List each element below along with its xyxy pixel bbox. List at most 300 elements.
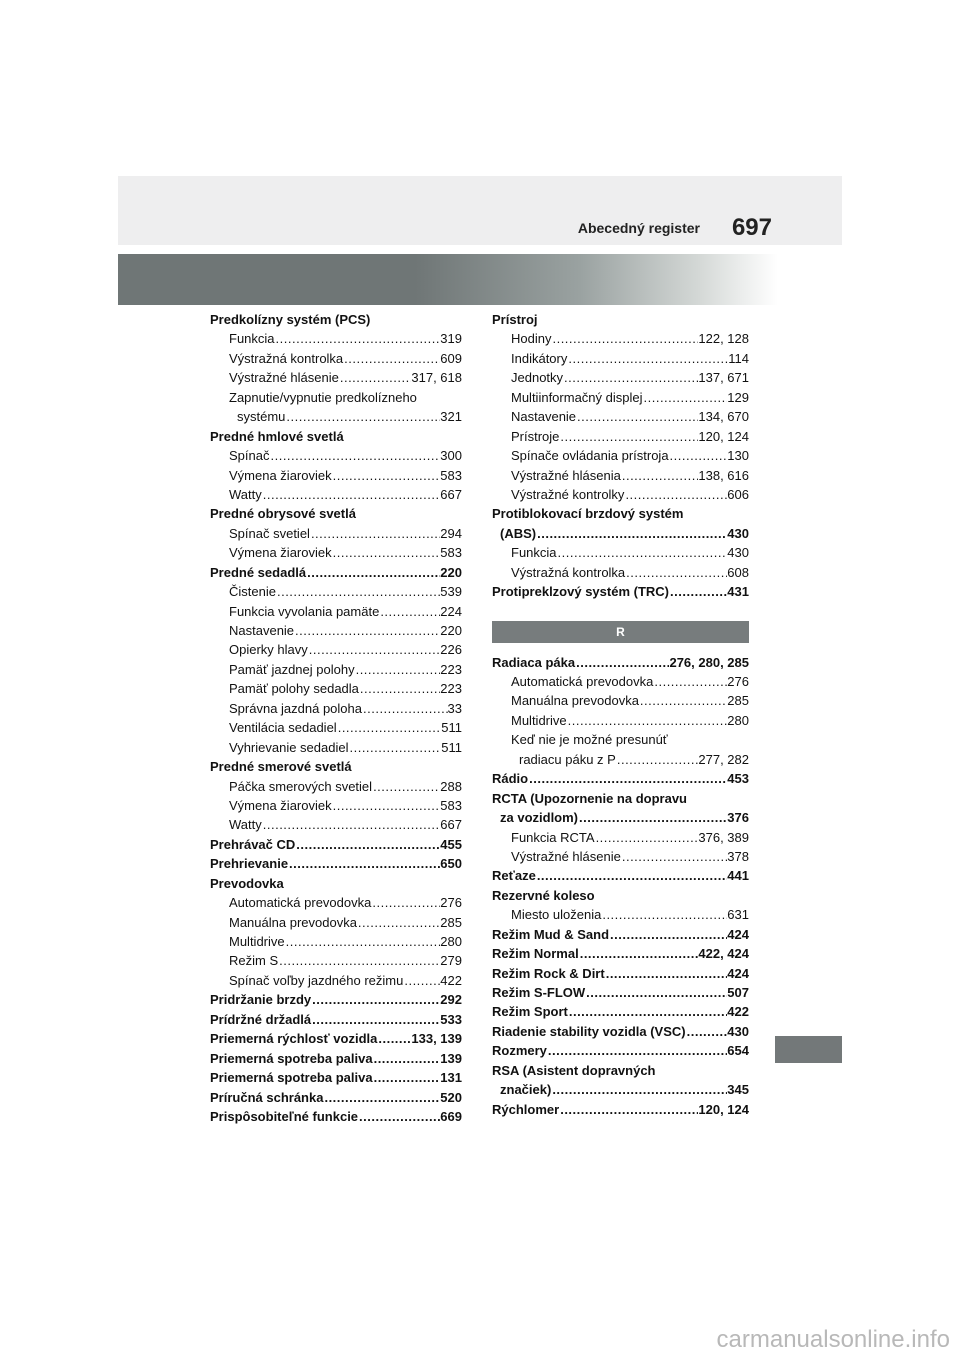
dot-leader: [262, 815, 441, 834]
entry-term: Indikátory: [511, 350, 568, 366]
index-entry: [210, 504, 462, 523]
index-entry: [210, 582, 462, 601]
entry-term: Prídržné držadlá: [210, 1011, 312, 1027]
dot-leader: [357, 913, 440, 932]
entry-term: Prehrievanie: [210, 856, 289, 872]
entry-term: Výmena žiaroviek: [229, 797, 332, 813]
index-entry: [492, 329, 749, 348]
entry-term: Pamäť jazdnej polohy: [229, 661, 355, 677]
dot-leader: [559, 1100, 698, 1119]
entry-pages: 285: [727, 693, 749, 709]
entry-pages: 139: [440, 1050, 462, 1066]
entry-term: Výstražná kontrolka: [229, 350, 344, 366]
entry-term: Multidrive: [229, 934, 285, 949]
dot-leader: [686, 1022, 728, 1041]
entry-term: Watty: [229, 486, 262, 502]
entry-term: Jednotky: [511, 370, 564, 386]
dot-leader: [262, 485, 441, 504]
entry-term: Rádio: [492, 771, 529, 787]
dot-leader: [536, 524, 727, 543]
index-entry: [210, 427, 462, 446]
entry-pages: 226: [440, 642, 462, 658]
entry-term: Režim Sport: [492, 1004, 568, 1020]
index-entry: [492, 310, 749, 329]
entry-pages: 453: [727, 771, 749, 787]
dot-leader: [669, 582, 727, 601]
entry-pages: 223: [440, 661, 462, 677]
index-entry: [492, 808, 749, 827]
index-group-r: [492, 653, 749, 1120]
index-entry: [210, 349, 462, 368]
index-entry: [210, 543, 462, 562]
index-column-left: [210, 310, 462, 1126]
entry-term: Reťaze: [492, 868, 536, 884]
index-entry: [210, 466, 462, 485]
index-entry: [210, 699, 462, 718]
index-entry: [210, 310, 462, 329]
entry-pages: 583: [440, 545, 462, 561]
entry-term: Výstražné kontrolky: [511, 486, 625, 502]
entry-pages: 276: [440, 895, 462, 911]
dot-leader: [285, 932, 441, 951]
index-entry: [492, 789, 749, 808]
dot-leader: [308, 640, 441, 659]
entry-pages: 455: [440, 836, 462, 852]
entry-term: Rýchlomer: [492, 1101, 560, 1117]
entry-pages: 130: [727, 448, 749, 464]
index-entry: [492, 1002, 749, 1021]
dot-leader: [575, 653, 669, 672]
dot-leader: [276, 582, 440, 601]
entry-term: Keď nie je možné presunúť: [511, 732, 668, 748]
entry-term: Režim S: [229, 953, 279, 969]
entry-pages: 376: [727, 810, 749, 826]
entry-term: RCTA (Upozornenie na dopravu: [492, 790, 687, 806]
entry-term: Výstražná kontrolka: [511, 564, 626, 580]
entry-pages: 424: [727, 926, 749, 942]
dot-leader: [653, 672, 727, 691]
entry-term: Režim Normal: [492, 946, 579, 962]
dot-leader: [557, 543, 728, 562]
index-entry: [210, 524, 462, 543]
dot-leader: [332, 543, 441, 562]
index-entry: [492, 582, 749, 601]
entry-pages: 317, 618: [411, 370, 462, 386]
entry-term: Spínač voľby jazdného režimu: [229, 972, 404, 988]
watermark: carmanualsonline.info: [716, 1326, 950, 1353]
entry-pages: 422: [727, 1004, 749, 1020]
index-entry: [210, 1107, 462, 1126]
entry-term: za vozidlom): [500, 810, 579, 826]
dot-leader: [371, 893, 440, 912]
index-entry: [210, 407, 462, 426]
entry-pages: 583: [440, 467, 462, 483]
index-entry: [210, 1010, 462, 1029]
entry-pages: 285: [440, 914, 462, 930]
index-entry: [492, 1100, 749, 1119]
entry-term: Multiinformačný displej: [511, 389, 643, 405]
entry-term: Automatická prevodovka: [229, 895, 372, 911]
dot-leader: [595, 828, 699, 847]
dot-leader: [403, 971, 440, 990]
index-entry: [492, 886, 749, 905]
entry-pages: 277, 282: [698, 751, 749, 767]
entry-pages: 129: [727, 389, 749, 405]
index-entry: [492, 983, 749, 1002]
entry-pages: 122, 128: [698, 331, 749, 347]
dot-leader: [372, 777, 440, 796]
dot-leader: [339, 368, 412, 387]
index-entry: [210, 990, 462, 1009]
dot-leader: [559, 427, 698, 446]
entry-pages: 276, 280, 285: [669, 654, 749, 670]
index-entry: [210, 602, 462, 621]
entry-pages: 300: [440, 448, 462, 464]
index-entry: [492, 1022, 749, 1041]
entry-pages: 422: [440, 972, 462, 988]
index-entry: [210, 971, 462, 990]
dot-leader: [295, 835, 440, 854]
dot-leader: [359, 679, 440, 698]
entry-pages: 376, 389: [698, 829, 749, 845]
entry-term: Protipreklzový systém (TRC): [492, 584, 669, 600]
index-entry: [210, 835, 462, 854]
index-entry: [210, 738, 462, 757]
dot-leader: [278, 951, 440, 970]
dot-leader: [379, 602, 440, 621]
dot-leader: [528, 769, 727, 788]
dot-leader: [567, 349, 728, 368]
entry-pages: 288: [440, 778, 462, 794]
entry-term: Priemerná spotreba paliva: [210, 1050, 373, 1066]
index-entry: [210, 1088, 462, 1107]
index-entry: [210, 951, 462, 970]
entry-term: Čistenie: [229, 584, 276, 600]
dot-leader: [616, 750, 699, 769]
dot-leader: [567, 711, 728, 730]
entry-term: Režim Rock & Dirt: [492, 965, 605, 981]
index-entry: [210, 815, 462, 834]
chapter-tab: [775, 1036, 842, 1063]
dot-leader: [585, 983, 727, 1002]
index-entry: [492, 446, 749, 465]
entry-term: systému: [237, 409, 286, 425]
entry-pages: 631: [727, 907, 749, 923]
index-entry: [210, 485, 462, 504]
entry-pages: 608: [727, 564, 749, 580]
dot-leader: [343, 349, 440, 368]
dot-leader: [373, 1049, 441, 1068]
entry-term: Miesto uloženia: [511, 907, 602, 923]
index-entry: [492, 466, 749, 485]
entry-term: Protiblokovací brzdový systém: [492, 506, 684, 522]
entry-term: RSA (Asistent dopravných: [492, 1062, 656, 1078]
index-entry: [492, 925, 749, 944]
dot-leader: [601, 905, 727, 924]
entry-term: Manuálna prevodovka: [229, 914, 357, 930]
index-entry: [210, 640, 462, 659]
dot-leader: [578, 808, 727, 827]
index-entry: [492, 485, 749, 504]
entry-pages: 321: [440, 409, 462, 425]
entry-term: Priemerná rýchlosť vozidla: [210, 1031, 378, 1047]
dot-leader: [639, 691, 727, 710]
index-entry: [492, 349, 749, 368]
entry-term: Spínač svetiel: [229, 525, 310, 541]
dot-leader: [551, 329, 698, 348]
entry-term: Multidrive: [511, 712, 567, 728]
index-entry: [210, 874, 462, 893]
dot-leader: [332, 796, 441, 815]
index-entry: [210, 1029, 462, 1048]
index-entry: [210, 932, 462, 951]
entry-pages: 114: [728, 350, 749, 366]
entry-term: Príručná schránka: [210, 1089, 324, 1105]
dot-leader: [536, 866, 727, 885]
entry-pages: 606: [727, 486, 749, 502]
index-entry: [210, 329, 462, 348]
dot-leader: [576, 407, 698, 426]
index-entry: [492, 524, 749, 543]
entry-term: Funkcia: [511, 545, 557, 561]
entry-pages: 319: [440, 331, 462, 347]
entry-term: Funkcia RCTA: [511, 829, 595, 845]
entry-term: Riadenie stability vozidla (VSC): [492, 1023, 686, 1039]
index-entry: [492, 944, 749, 963]
dot-leader: [294, 621, 440, 640]
entry-pages: 669: [440, 1108, 462, 1124]
dot-leader: [643, 388, 728, 407]
index-entry: [492, 711, 749, 730]
page-number: 697: [731, 214, 772, 241]
dot-leader: [311, 990, 440, 1009]
entry-pages: 280: [440, 934, 462, 949]
index-entry: [210, 796, 462, 815]
entry-term: Rozmery: [492, 1043, 547, 1059]
entry-term: Prispôsobiteľné funkcie: [210, 1108, 359, 1124]
entry-term: Manuálna prevodovka: [511, 693, 639, 709]
dot-leader: [358, 1107, 440, 1126]
entry-pages: 430: [727, 545, 749, 561]
dot-leader: [348, 738, 441, 757]
index-entry: [492, 388, 749, 407]
entry-term: Režim Mud & Sand: [492, 926, 610, 942]
dot-leader: [605, 964, 728, 983]
dot-leader: [323, 1088, 440, 1107]
entry-pages: 134, 670: [698, 409, 749, 425]
index-entry: [210, 679, 462, 698]
entry-pages: 378: [727, 848, 749, 864]
entry-term: Výmena žiaroviek: [229, 545, 332, 561]
dot-leader: [288, 854, 440, 873]
index-entry: [492, 563, 749, 582]
entry-pages: 539: [440, 584, 462, 600]
dot-leader: [621, 847, 727, 866]
index-entry: [210, 913, 462, 932]
entry-term: Watty: [229, 817, 262, 833]
entry-term: Výstražné hlásenie: [229, 370, 339, 386]
entry-pages: 441: [727, 868, 749, 884]
dot-leader: [311, 1010, 440, 1029]
entry-pages: 120, 124: [698, 428, 749, 444]
entry-term: Predné obrysové svetlá: [210, 506, 356, 522]
index-entry: [492, 1061, 749, 1080]
entry-term: Ventilácia sedadiel: [229, 720, 337, 736]
dot-leader: [579, 944, 699, 963]
section-gap: [492, 602, 749, 621]
entry-term: radiacu páku z P: [519, 751, 616, 767]
entry-pages: 430: [727, 1023, 749, 1039]
entry-term: Spínač: [229, 448, 270, 464]
dot-leader: [377, 1029, 411, 1048]
entry-term: Funkcia vyvolania pamäte: [229, 603, 380, 619]
entry-term: Výstražné hlásenie: [511, 848, 621, 864]
dot-leader: [306, 563, 440, 582]
entry-term: Nastavenie: [511, 409, 577, 425]
index-entry: [210, 757, 462, 776]
entry-pages: 276: [727, 674, 749, 689]
section-title: Abecedný register: [577, 220, 700, 236]
index-entry: [210, 446, 462, 465]
entry-pages: 131: [440, 1070, 462, 1086]
dot-leader: [285, 407, 440, 426]
dot-leader: [355, 660, 441, 679]
entry-term: Výmena žiaroviek: [229, 467, 332, 483]
entry-term: (ABS): [500, 525, 537, 541]
entry-pages: 422, 424: [698, 946, 749, 962]
entry-pages: 520: [440, 1089, 462, 1105]
entry-pages: 133, 139: [411, 1031, 462, 1047]
entry-term: Vyhrievanie sedadiel: [229, 739, 349, 755]
entry-term: Prístroj: [492, 312, 538, 327]
index-entry: [492, 1080, 749, 1099]
entry-pages: 654: [727, 1043, 749, 1059]
entry-pages: 224: [440, 603, 462, 619]
entry-pages: 137, 671: [698, 370, 749, 386]
index-entry: [492, 847, 749, 866]
entry-term: Správna jazdná poloha: [229, 700, 362, 716]
entry-term: Prevodovka: [210, 875, 284, 891]
entry-pages: 345: [727, 1082, 749, 1098]
index-entry: [210, 1049, 462, 1068]
entry-term: Radiaca páka: [492, 654, 576, 670]
entry-pages: 511: [441, 720, 462, 736]
dot-leader: [269, 446, 440, 465]
index-entry: [210, 563, 462, 582]
dot-leader: [621, 466, 699, 485]
index-entry: [210, 388, 462, 407]
index-entry: [492, 828, 749, 847]
dot-leader: [547, 1041, 727, 1060]
index-entry: [210, 1068, 462, 1087]
entry-pages: 294: [440, 525, 462, 541]
entry-pages: 280: [727, 712, 749, 728]
entry-term: Hodiny: [511, 331, 552, 347]
dot-leader: [337, 718, 442, 737]
entry-pages: 220: [440, 623, 462, 638]
entry-pages: 292: [440, 992, 462, 1008]
entry-term: Rezervné koleso: [492, 887, 595, 903]
entry-pages: 430: [727, 525, 749, 541]
index-entry: [210, 718, 462, 737]
dot-leader: [669, 446, 728, 465]
index-entry: [492, 368, 749, 387]
entry-pages: 667: [440, 486, 462, 502]
index-entry: [492, 964, 749, 983]
index-entry: [492, 504, 749, 523]
entry-pages: 279: [440, 953, 462, 969]
index-column-right: [492, 310, 749, 1119]
entry-term: Priemerná spotreba paliva: [210, 1070, 373, 1086]
entry-pages: 223: [440, 681, 462, 697]
index-entry: [492, 427, 749, 446]
dot-leader: [362, 699, 448, 718]
entry-term: Predné smerové svetlá: [210, 759, 352, 775]
entry-term: Režim S-FLOW: [492, 985, 586, 1000]
index-entry: [492, 866, 749, 885]
index-entry: [210, 777, 462, 796]
dot-leader: [373, 1068, 441, 1087]
index-group-p: [492, 310, 749, 602]
dot-leader: [624, 485, 727, 504]
section-header-r: R: [492, 621, 749, 643]
index-entry: [492, 407, 749, 426]
entry-pages: 120, 124: [698, 1101, 749, 1117]
entry-term: značiek): [500, 1082, 552, 1098]
entry-term: Výstražné hlásenia: [511, 467, 621, 483]
index-entry: [210, 893, 462, 912]
entry-pages: 650: [440, 856, 462, 872]
entry-term: Automatická prevodovka: [511, 674, 654, 689]
entry-term: Predné hmlové svetlá: [210, 428, 344, 444]
index-entry: [492, 672, 749, 691]
index-entry: [210, 368, 462, 387]
index-entry: [492, 730, 749, 749]
dot-leader: [563, 368, 698, 387]
dot-leader: [551, 1080, 727, 1099]
entry-term: Pridržanie brzdy: [210, 992, 312, 1008]
entry-pages: 583: [440, 797, 462, 813]
entry-term: Nastavenie: [229, 623, 295, 638]
dot-leader: [568, 1002, 727, 1021]
entry-pages: 511: [441, 739, 462, 755]
entry-term: Predkolízny systém (PCS): [210, 312, 371, 327]
index-entry: [492, 769, 749, 788]
entry-term: Prístroje: [511, 428, 560, 444]
entry-pages: 424: [727, 965, 749, 981]
header-banner: [118, 254, 778, 305]
index-entry: [492, 543, 749, 562]
dot-leader: [625, 563, 727, 582]
index-entry: [492, 750, 749, 769]
index-entry: [210, 621, 462, 640]
dot-leader: [609, 925, 727, 944]
entry-term: Spínače ovládania prístroja: [511, 448, 669, 464]
index-entry: [492, 1041, 749, 1060]
entry-pages: 507: [727, 985, 749, 1000]
entry-term: Prehrávač CD: [210, 836, 296, 852]
dot-leader: [275, 329, 441, 348]
dot-leader: [310, 524, 440, 543]
entry-term: Funkcia: [229, 331, 275, 347]
index-entry: [210, 854, 462, 873]
entry-pages: 533: [440, 1011, 462, 1027]
entry-pages: 667: [440, 817, 462, 833]
entry-pages: 609: [440, 350, 462, 366]
entry-pages: 33: [447, 700, 462, 716]
index-entry: [492, 905, 749, 924]
entry-term: Predné sedadlá: [210, 564, 307, 580]
